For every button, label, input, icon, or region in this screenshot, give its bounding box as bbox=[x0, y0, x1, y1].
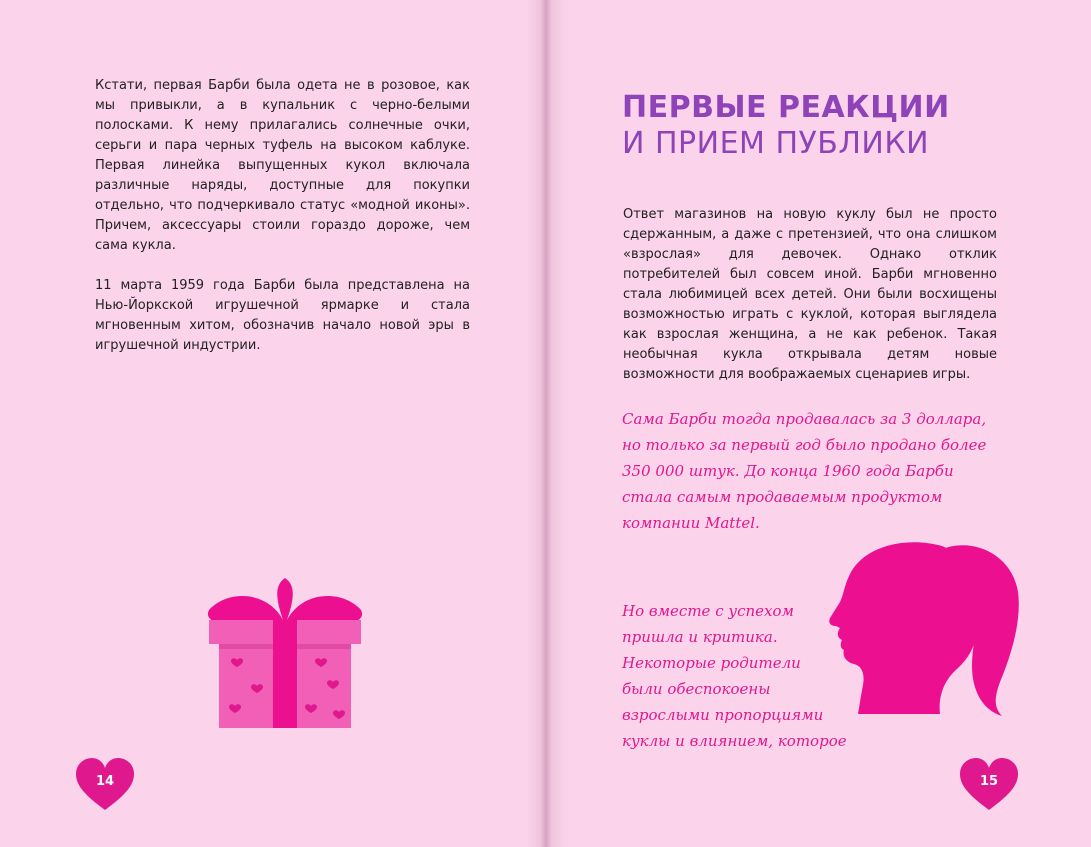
right-paragraph: Ответ магазинов на новую куклу был не просто сдержанным, а даже с претензией, что она слишком «взрослая» для девочек. Однако отклик потребителей был совсем иной. Барби мгновенно стала любимицей всех детей. Они были восхищены возможностью играть с куклой, которая выглядела как взрослая женщина, а не как ребенок. Такая необычная кукла открывала детям новые возможности для воображаемых сценариев игры. bbox=[623, 207, 997, 382]
heading-line-2: И ПРИЕМ ПУБЛИКИ bbox=[622, 126, 930, 161]
heading-line-1: ПЕРВЫЕ РЕАКЦИИ bbox=[622, 90, 950, 125]
quote2-line: Но вместе с успехом bbox=[622, 602, 794, 620]
book-gutter bbox=[526, 0, 566, 847]
left-paragraph-2: 11 марта 1959 года Барби была представлена на Нью-Йоркской игрушечной ярмарке и стала мгновенным хитом, обозначив начало новой эры в игрушечной индустрии. bbox=[95, 278, 470, 353]
quote1-line: стала самым продаваемым продуктом bbox=[622, 488, 943, 506]
left-body-text bbox=[95, 76, 470, 356]
page-number-left: 14 bbox=[95, 774, 115, 789]
right-body-text bbox=[623, 205, 997, 385]
barbie-silhouette-icon bbox=[822, 530, 1022, 720]
quote2-line: пришла и критика. bbox=[622, 628, 778, 646]
quote2-line: взрослыми пропорциями bbox=[622, 706, 824, 724]
quote1-line: 350 000 штук. До конца 1960 года Барби bbox=[622, 462, 954, 480]
quote2-line: куклы и влиянием, которое bbox=[622, 732, 847, 750]
pull-quote-sales bbox=[622, 406, 1002, 536]
section-heading bbox=[622, 90, 982, 162]
quote2-line: были обеспокоены bbox=[622, 680, 771, 698]
quote1-line: Сама Барби тогда продавалась за 3 доллара, bbox=[622, 410, 987, 428]
page-number-badge-left bbox=[74, 756, 136, 814]
quote2-line: Некоторые родители bbox=[622, 654, 801, 672]
quote1-line: но только за первый год было продано более bbox=[622, 436, 987, 454]
pull-quote-criticism bbox=[622, 598, 852, 754]
page-number-badge-right bbox=[958, 756, 1020, 814]
left-paragraph-1: Кстати, первая Барби была одета не в розовое, как мы привыкли, а в купальник с черно-белыми полосками. К нему прилагались солнечные очки, серьги и пара черных туфель на высоком каблуке. Первая линейка выпущенных кукол включала различные наряды, доступные для покупки отдельно, что подчеркивало статус «модной иконы». Причем, аксессуары стоили гораздо дороже, чем сама кукла. bbox=[95, 78, 470, 253]
page-number-right: 15 bbox=[979, 774, 999, 789]
quote1-line: компании Mattel. bbox=[622, 514, 760, 532]
gift-box-icon bbox=[205, 572, 365, 728]
